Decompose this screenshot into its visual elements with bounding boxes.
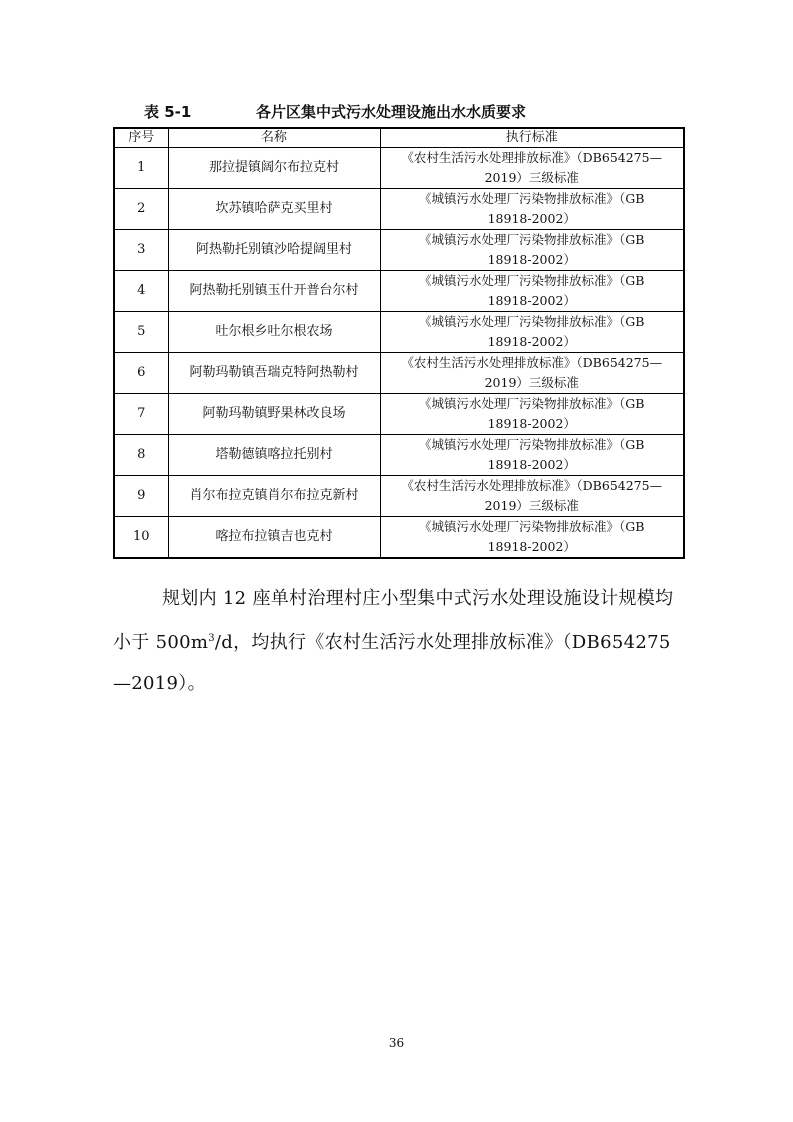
row-name: 阿热勒托别镇沙哈提阔里村 <box>168 230 380 271</box>
table-row <box>114 476 684 517</box>
row-index: 4 <box>114 271 168 312</box>
row-standard <box>380 435 684 476</box>
header-index: 序号 <box>114 128 168 148</box>
standard-line-1: 《城镇污水处理厂污染物排放标准》（GB <box>419 519 645 534</box>
row-name: 喀拉布拉镇吉也克村 <box>168 517 380 559</box>
row-standard <box>380 189 684 230</box>
table-row <box>114 312 684 353</box>
standard-line-2: 2019）三级标准 <box>484 498 579 513</box>
table-row <box>114 230 684 271</box>
row-standard <box>380 312 684 353</box>
row-standard <box>380 517 684 559</box>
row-name: 那拉提镇阔尔布拉克村 <box>168 148 380 189</box>
header-standard: 执行标准 <box>380 128 684 148</box>
standard-line-1: 《城镇污水处理厂污染物排放标准》（GB <box>419 273 645 288</box>
table-row <box>114 271 684 312</box>
row-index: 5 <box>114 312 168 353</box>
standard-line-1: 《城镇污水处理厂污染物排放标准》（GB <box>419 232 645 247</box>
row-standard <box>380 394 684 435</box>
standard-line-1: 《城镇污水处理厂污染物排放标准》（GB <box>419 396 645 411</box>
row-standard <box>380 148 684 189</box>
body-paragraph-line-1: 规划内 12 座单村治理村庄小型集中式污水处理设施设计规模均 <box>162 588 674 609</box>
row-standard <box>380 476 684 517</box>
row-index: 9 <box>114 476 168 517</box>
row-name: 塔勒德镇喀拉托别村 <box>168 435 380 476</box>
row-index: 8 <box>114 435 168 476</box>
standard-line-1: 《农村生活污水处理排放标准》（DB654275— <box>401 478 663 493</box>
row-index: 7 <box>114 394 168 435</box>
table-row <box>114 435 684 476</box>
row-standard <box>380 353 684 394</box>
standard-line-2: 18918-2002） <box>487 293 576 308</box>
table-row <box>114 148 684 189</box>
standard-line-1: 《城镇污水处理厂污染物排放标准》（GB <box>419 437 645 452</box>
table-row <box>114 394 684 435</box>
standard-line-1: 《农村生活污水处理排放标准》（DB654275— <box>401 150 663 165</box>
paragraph-text: /d，均执行《农村生活污水处理排放标准》（DB654275 <box>214 632 671 653</box>
standard-line-1: 《城镇污水处理厂污染物排放标准》（GB <box>419 314 645 329</box>
body-paragraph-line-2 <box>113 628 683 654</box>
standard-line-2: 18918-2002） <box>487 334 576 349</box>
paragraph-text: 小于 500m <box>113 632 209 653</box>
standard-line-1: 《城镇污水处理厂污染物排放标准》（GB <box>419 191 645 206</box>
row-name: 阿勒玛勒镇野果林改良场 <box>168 394 380 435</box>
effluent-standards-table <box>113 127 685 559</box>
row-name: 阿热勒托别镇玉什开普台尔村 <box>168 271 380 312</box>
row-index: 2 <box>114 189 168 230</box>
standard-line-2: 18918-2002） <box>487 539 576 554</box>
table-row <box>114 189 684 230</box>
row-name: 肖尔布拉克镇肖尔布拉克新村 <box>168 476 380 517</box>
row-index: 3 <box>114 230 168 271</box>
body-paragraph-line-3: —2019）。 <box>113 673 206 694</box>
row-index: 1 <box>114 148 168 189</box>
standard-line-1: 《农村生活污水处理排放标准》（DB654275— <box>401 355 663 370</box>
row-index: 6 <box>114 353 168 394</box>
standard-line-2: 2019）三级标准 <box>484 375 579 390</box>
superscript: 3 <box>208 633 215 644</box>
page-number: 36 <box>388 1036 405 1050</box>
standard-line-2: 18918-2002） <box>487 211 576 226</box>
standard-line-2: 18918-2002） <box>487 252 576 267</box>
row-name: 坎苏镇哈萨克买里村 <box>168 189 380 230</box>
row-standard <box>380 271 684 312</box>
table-header-row <box>114 128 684 148</box>
table-row <box>114 517 684 559</box>
standard-line-2: 18918-2002） <box>487 416 576 431</box>
table-number: 表 5-1 <box>144 103 192 121</box>
standard-line-2: 18918-2002） <box>487 457 576 472</box>
table-row <box>114 353 684 394</box>
row-standard <box>380 230 684 271</box>
standard-line-2: 2019）三级标准 <box>484 170 579 185</box>
row-name: 阿勒玛勒镇吾瑞克特阿热勒村 <box>168 353 380 394</box>
row-name: 吐尔根乡吐尔根农场 <box>168 312 380 353</box>
row-index: 10 <box>114 517 168 559</box>
table-title: 各片区集中式污水处理设施出水水质要求 <box>256 103 527 121</box>
header-name: 名称 <box>168 128 380 148</box>
